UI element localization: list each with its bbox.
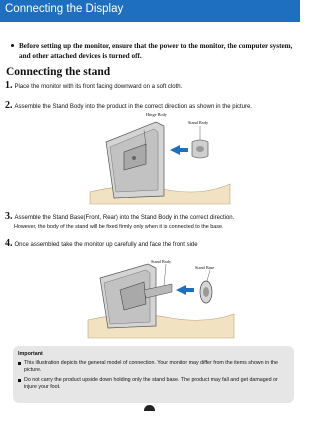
header-bar: [0, 0, 300, 22]
warning-note: [11, 41, 293, 61]
important-item-text: Do not carry the product upside down holding only the stand base. The product may fall and get damaged or injure your foot.: [24, 377, 278, 390]
important-heading: Important: [18, 351, 43, 357]
section-title: Connecting the stand: [6, 66, 111, 78]
page-title: Connecting the Display: [5, 3, 124, 15]
important-item-text: This illustration depicts the general model of connection. Your monitor may differ from the items shown in the picture.: [24, 360, 278, 373]
important-item: [18, 360, 288, 374]
label-stand-body: Stand Body: [188, 120, 209, 125]
step-3: [5, 212, 234, 223]
bullet-icon: [11, 44, 14, 47]
label-hinge-body: Hinge Body: [146, 112, 167, 117]
step-1: [5, 81, 182, 92]
figure-stand-body-assembly: [88, 112, 233, 208]
step-text: Assemble the Stand Base(Front, Rear) into the Stand Body in the correct direction.: [14, 215, 235, 221]
bullet-icon: [18, 379, 21, 382]
step-2: [5, 101, 252, 112]
bullet-icon: [18, 362, 21, 365]
step-text: Place the monitor with its front facing downward on a soft cloth.: [14, 84, 183, 90]
step-text: Assemble the Stand Body into the product in the correct direction as shown in the picture.: [14, 104, 252, 110]
step-3-note: However, the body of the stand will be fixed firmly only when it is connected to the base.: [14, 224, 224, 230]
page-marker: [144, 405, 155, 411]
step-number: 4.: [5, 238, 13, 249]
important-item: [18, 377, 288, 391]
step-number: 2.: [5, 100, 13, 111]
step-text: Once assembled take the monitor up carefully and face the front side: [14, 242, 198, 248]
step-number: 3.: [5, 211, 13, 222]
step-number: 1.: [5, 80, 13, 91]
warning-text: Before setting up the monitor, ensure that the power to the monitor, the computer system, and other attached devices is turned off.: [19, 42, 293, 60]
label-stand-base: Stand Base: [195, 265, 215, 270]
step-4: [5, 239, 198, 250]
label-stand-body: Stand Body: [151, 259, 172, 264]
important-box: [13, 346, 294, 403]
